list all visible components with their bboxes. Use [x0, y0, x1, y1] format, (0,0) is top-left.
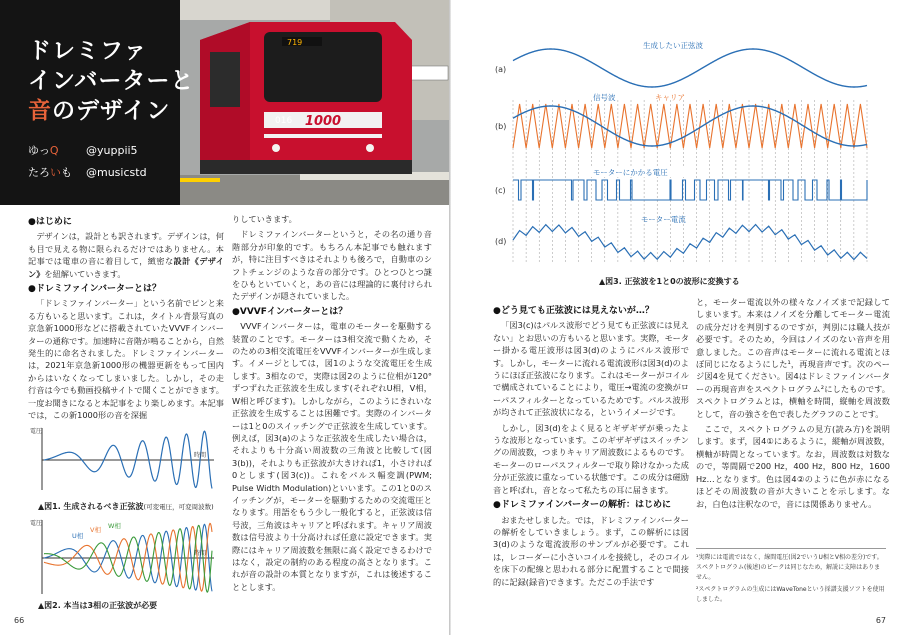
- author-list: [28, 140, 147, 184]
- right-column-1: [493, 302, 689, 591]
- train-logo: 1000: [304, 114, 342, 129]
- paragraph: 「図3(c)はパルス波形でどう見ても正弦波には見えない」とお思いの方もいると思います。実際，モーター掛かる電圧波形は図3(d)のようにパルス波形です。しかし，モーターに流れる電流波形は図3(d)のようにほぼ正弦波になります。これはモーターがコイルで構成されていることにより，電圧→電流の変換がローパスフィルターとなっているためです。パルス波形が均されて正弦波状になる，というイメージです。: [493, 320, 689, 418]
- author-handle: @yuppii5: [86, 144, 138, 157]
- author-name-part: たろ: [28, 166, 50, 179]
- right-page: [451, 0, 900, 635]
- heading-vvvf: ●VVVFインバーターとは？: [232, 306, 348, 317]
- paragraph: と，モーター電流以外の様々なノイズまで記録してしまいます。本来はノイズを分離してモーター電流の成分だけを判別するのですが，判別には職人技が必要です。そのため，今回はノイズのない音声を用意しました。この音声はモーターに流れる電流とほぼ同じになるようにした¹，再現音声です。次のページ図4を見てください。図4はドレミファインバーターの再現音声をスペクトログラム²にしたものです。スペクトログラムとは，横軸を時間，縦軸を周波数として，音の強さを色で表したグラフのことです。: [696, 297, 890, 419]
- target-sine-wave: [513, 49, 867, 87]
- paragraph: ドレミファインバーターというと，その名の通り音階部分が印象的です。もちろん本記事でも触れますが，特に注目すべきはそれよりも後ろで，自動車のシフトチェンジのような音の部分です。ひとつひとつ謎をひもといていくと，あの音には理論的に裏付けられたデザインが隠されていました。: [232, 229, 432, 302]
- fig1-xlabel: 時間: [194, 452, 207, 459]
- paragraph: おまたせしました。では，ドレミファインバーターの解析をしていきましょう。まず，この解析には図3(d)のような電流波形のサンプルが必要です。これは，レコーダーに小さいコイルを接続し，そのコイルを床下の配線と思われる部分に配置することで間接的に記録(録音)できます。ただこの手法です: [493, 514, 690, 587]
- train-number: 016: [275, 116, 293, 126]
- train-photo: [180, 0, 449, 205]
- label-signal: 信号波: [593, 93, 616, 102]
- fig2-xlabel: 時間: [194, 550, 207, 557]
- figure-3-caption: ▲図3. 正弦波を1と0の波形に変換する: [599, 277, 740, 286]
- footnotes: [696, 548, 886, 607]
- figure-2-caption: ▲図2. 本当は3相の正弦波が必要: [38, 601, 158, 610]
- fig1-ylabel: 電圧: [30, 428, 43, 435]
- heading-intro: ●はじめに: [28, 217, 72, 227]
- paragraph: ここで，スペクトログラムの見方(読み方)を説明します。まず，図4①にあるように，縦軸が周波数，横軸が時間となっています。なお，周波数は対数なので，等間隔で200 Hz，400 Hz，800 Hz，1600 Hz…となります。色は図4②のように色が赤になるほどその周波数の音が大きいことを示します。なお，白色は注釈なので，音には関係ありません。: [696, 424, 890, 509]
- figure-1-caption: [38, 501, 214, 512]
- paragraph-text: デザインは，設計とも訳されます。デザインは，何も目で見える物に限られるだけではありません。本記事では電車の音に着目して，緻密な: [28, 231, 224, 267]
- v-phase-label: V相: [90, 526, 101, 534]
- page-number-left: 66: [14, 616, 25, 625]
- row-label-c: (c): [495, 186, 506, 195]
- fig2-ylabel: 電圧: [30, 520, 43, 527]
- sampling-gridlines: [513, 100, 867, 262]
- author-name-part: も: [61, 166, 72, 179]
- author-handle: @musicstd: [86, 166, 147, 179]
- title-line-3: のデザイン: [52, 98, 171, 124]
- paragraph: 「ドレミファインバーター」という名前でピンと来る方もいると思います。これは，タイトル背景写真の京急新1000形などに搭載されていたVVVFインバーターの通称です。加速時に音階が鳴ることから，自然発生的に命名されました。ドレミファインバーターは，2021年京急新1000形の機器更新をもって国内からはいなくなってしまいました。しかし，その走行音は今でも動画投稿サイトで聞くことができます。一度お聞きになると本記事をより楽しめます。本記事では，この新1000形の音を深掘: [28, 298, 224, 421]
- emphasis: 設計《デザイン》: [28, 256, 224, 279]
- page-number-right: 67: [875, 616, 886, 625]
- pwm-voltage-wave: [513, 180, 867, 200]
- row-label-d: (d): [495, 237, 507, 246]
- author-row: [28, 162, 147, 184]
- title-line-2: インバーターと: [28, 68, 195, 94]
- right-column-2: [696, 296, 890, 513]
- figure-2: [28, 516, 224, 598]
- paragraph: VVVFインバーターは，電車のモーターを駆動する装置のことです。モーターは3相交流で動くため，そのための3相交流電圧をVVVFインバーターが生成します。イメージとしては，図1のような交流電圧を生成します。3相なので，実際は図2のように位相が120°ずつずれた正弦波を生成します(それぞれU相，V相，W相と呼びます)。しかしながら，このようにきれいな正弦波を生成することは困難です。実際のインバーターは1と0のスイッチングで正弦波を生成しています。例えば，図3(a)のような正弦波を生成したい場合は，それよりも十分高い周波数の三角波と比較して(図3(b))，それよりも正弦波が大きければ1，小さければ0とします(図3(c))。これをパルス幅変調(PWM; Pulse Width Modulation)といいます。この1と0のスイッチングが，モーターを駆動するための交流電圧となります。用語をもう少し一般化すると，正弦波は信号波，三角波はキャリアと呼ばれます。キャリア周波数は信号波より十分高ければ任意に設定できます。実際にはキャリア周波数を無限に高く設定できるわけではなく，設定の制約のある程度の高さとなります。これが音の設計の本質となりますが，これは後述することとします。: [232, 321, 432, 592]
- title-line-1: ドレミファ: [28, 38, 148, 64]
- row-label-a: (a): [495, 65, 507, 74]
- u-phase-label: U相: [72, 532, 84, 540]
- label-motor-current: モーター電流: [641, 215, 686, 224]
- figure-1: [28, 424, 224, 498]
- title-accent-char: 音: [28, 98, 52, 124]
- motor-current-wave: [513, 225, 867, 260]
- left-column-1: [28, 213, 224, 425]
- w-phase-label: W相: [108, 522, 121, 530]
- carrier-triangle-wave: [513, 104, 867, 148]
- article-title: [28, 36, 194, 126]
- author-name: [28, 140, 86, 162]
- title-hero: [0, 0, 449, 205]
- paragraph: りしていきます。: [232, 214, 297, 224]
- footnote: ¹実際には電流ではなく，線間電圧(図2でいうU相とV相の差分)です。スペクトログラム(後述)のピークは同じなため，解説に支障はありません。: [696, 554, 883, 581]
- author-name-part: ゆっ: [28, 144, 50, 157]
- heading-analysis: ●ドレミファインバーターの解析：はじめに: [493, 500, 672, 511]
- label-motor-voltage: モーターにかかる電圧: [593, 168, 668, 177]
- train-destination-display: 719: [287, 38, 303, 47]
- label-target-sine: 生成したい正弦波: [643, 41, 703, 50]
- author-name-accent: Q: [49, 144, 59, 157]
- figure-3: [493, 30, 873, 266]
- paragraph: [28, 230, 224, 280]
- author-row: [28, 140, 147, 162]
- label-carrier: キャリア: [655, 93, 685, 102]
- footnote: ²スペクトログラムの生成にはWaveToneという採譜支援ソフトを使用しました。: [696, 586, 885, 603]
- paragraph-text: を紐解いていきます。: [44, 268, 126, 279]
- left-column-2: [232, 213, 432, 596]
- author-name-accent: い: [50, 166, 61, 179]
- row-label-b: (b): [495, 122, 507, 131]
- w-phase-wave: [44, 525, 212, 592]
- v-phase-wave: [44, 523, 212, 591]
- heading-doremi: ●ドレミファインバーターとは？: [28, 284, 162, 295]
- caption-note: (可変電圧，可変周波数): [143, 503, 214, 511]
- paragraph: しかし，図3(d)をよく見るとギザギザが乗ったような波形となっています。このギザギザはスイッチングの周波数，つまりキャリア周波数によるものです。モーターのローパスフィルターで取り除けなかった成分が正弦波に重なっている状態です。この成分は磁励音と呼ばれ，音となって私たちの耳に届きます。: [493, 422, 689, 495]
- author-name: [28, 162, 86, 184]
- caption-text: ▲図1. 生成されるべき正弦波: [38, 502, 144, 511]
- heading-not-sine: ●どう見ても正弦波には見えないが…？: [493, 306, 654, 316]
- left-page: [0, 0, 449, 635]
